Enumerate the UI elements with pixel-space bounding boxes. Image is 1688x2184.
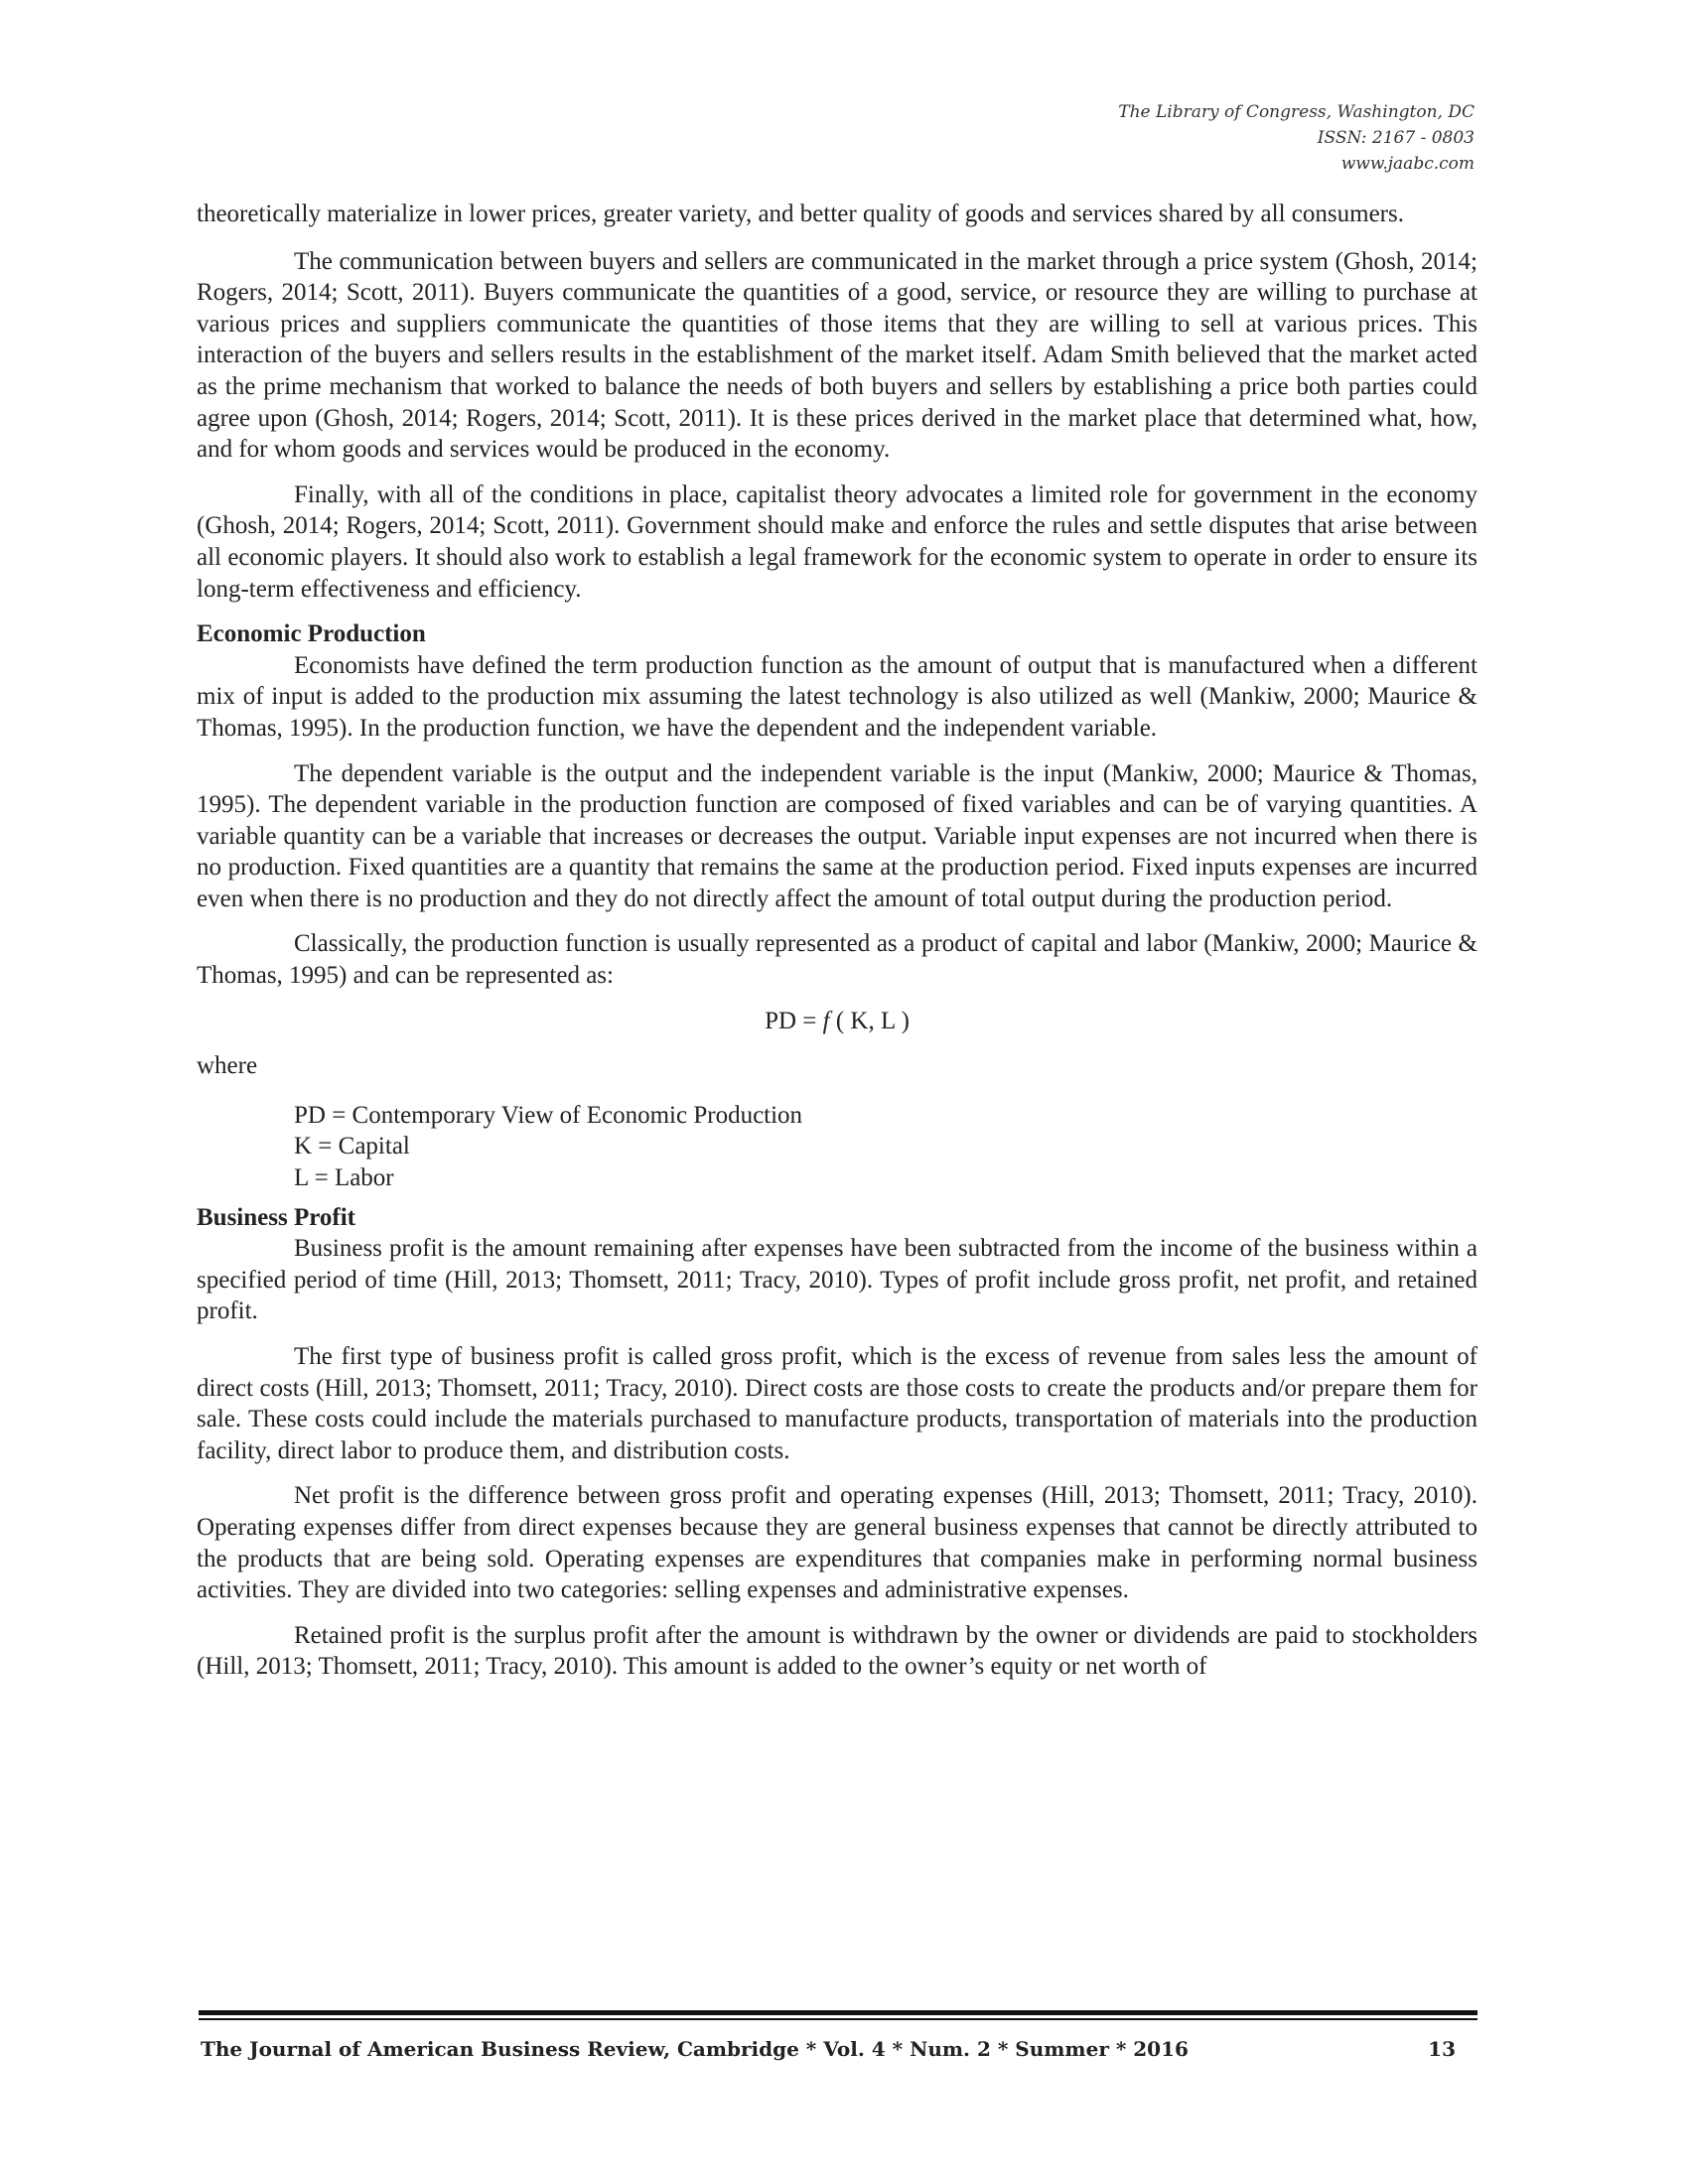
running-footer: [199, 2034, 1477, 2066]
where-label: where: [197, 1052, 258, 1080]
header-issn: ISSN: 2167 - 0803: [1317, 128, 1475, 148]
variable-definitions: [294, 1100, 1477, 1194]
section-heading-business-profit: Business Profit: [197, 1203, 355, 1231]
equation-arguments: ( K, L ): [829, 1007, 910, 1034]
definition-l: L = Labor: [294, 1164, 394, 1192]
paragraph-retained-profit: Retained profit is the surplus profit after the amount is withdrawn by the owner or dividends are paid to stockholders (Hill, 2013; Thomsett, 2011; Tracy, 2010). This amount is added to the owner’s equity or net worth of: [197, 1621, 1477, 1681]
paragraph-business-profit: Business profit is the amount remaining after expenses have been subtracted from the income of the business within a specified period of time (Hill, 2013; Thomsett, 2011; Tracy, 2010). Types of profit include gross profit, net profit, and retained profit.: [197, 1235, 1477, 1325]
paragraph-communication: The communication between buyers and sellers are communicated in the market through a price system (Ghosh, 2014; Rogers, 2014; Scott, 2011). Buyers communicate the quantities of a good, service, or resource they are willing to purchase at various prices and suppliers communicate the quantities of those items that they are willing to sell at various prices. This interaction of the buyers and sellers results in the establishment of the market itself. Adam Smith believed that the market acted as the prime mechanism that worked to balance the needs of both buyers and sellers by establishing a price both parties could agree upon (Ghosh, 2014; Rogers, 2014; Scott, 2011). It is these prices derived in the market place that determined what, how, and for whom goods and services would be produced in the economy.: [197, 247, 1477, 464]
definition-pd: PD = Contemporary View of Economic Production: [294, 1101, 803, 1129]
paragraph-classically: Classically, the production function is usually represented as a product of capital and labor (Mankiw, 2000; Maurice & Thomas, 1995) and can be represented as:: [197, 930, 1477, 990]
footer-rule-thick: [199, 2010, 1477, 2015]
definition-k: K = Capital: [294, 1133, 410, 1160]
paragraph-net-profit: Net profit is the difference between gross profit and operating expenses (Hill, 2013; Thomsett, 2011; Tracy, 2010). Operating expenses differ from direct expenses because they are general business expenses that cannot be directly attributed to the products that are being sold. Operating expenses are expenditures that companies make in performing normal business activities. They are divided into two categories: selling expenses and administrative expenses.: [197, 1482, 1477, 1604]
running-header: [1118, 99, 1475, 177]
article-body: [197, 199, 1477, 1697]
production-equation: [197, 1006, 1477, 1037]
footer-rule-thin: [199, 2018, 1477, 2020]
section-heading-economic-production: Economic Production: [197, 620, 426, 648]
paragraph-government-role: Finally, with all of the conditions in place, capitalist theory advocates a limited role for government in the economy (Ghosh, 2014; Rogers, 2014; Scott, 2011). Government should make and enforce the rules and settle disputes that arise between all economic players. It should also work to establish a legal framework for the economic system to operate in order to ensure its long-term effectiveness and efficiency.: [197, 480, 1477, 603]
footer-journal-title: The Journal of American Business Review, Cambridge * Vol. 4 * Num. 2 * Summer * 2016: [201, 2037, 1189, 2061]
page-number: 13: [1428, 2037, 1456, 2061]
paragraph-dependent-variable: The dependent variable is the output and the independent variable is the input (Mankiw, 2000; Maurice & Thomas, 1995). The dependent variable in the production function are composed of fixed variables and can be of varying quantities. A variable quantity can be a variable that increases or decreases the output. Variable input expenses are not incurred when there is no production. Fixed quantities are a quantity that remains the same at the production period. Fixed inputs expenses are incurred even when there is no production and they do not directly affect the amount of total output during the production period.: [197, 759, 1477, 912]
header-website: www.jaabc.com: [1340, 154, 1475, 174]
header-publisher: The Library of Congress, Washington, DC: [1118, 102, 1475, 122]
equation-lhs: PD =: [765, 1007, 823, 1034]
paragraph-gross-profit: The first type of business profit is called gross profit, which is the excess of revenue from sales less the amount of direct costs (Hill, 2013; Thomsett, 2011; Tracy, 2010). Direct costs are those costs to create the products and/or prepare them for sale. These costs could include the materials purchased to manufacture products, transportation of materials into the production facility, direct labor to produce them, and distribution costs.: [197, 1343, 1477, 1464]
equation-function-symbol: f: [822, 1007, 830, 1034]
paragraph-continuation: theoretically materialize in lower prices, greater variety, and better quality of goods and services shared by all consumers.: [197, 201, 1404, 227]
paragraph-production-function: Economists have defined the term production function as the amount of output that is manufactured when a different mix of input is added to the production mix assuming the latest technology is also utilized as well (Mankiw, 2000; Maurice & Thomas, 1995). In the production function, we have the dependent and the independent variable.: [197, 651, 1477, 742]
